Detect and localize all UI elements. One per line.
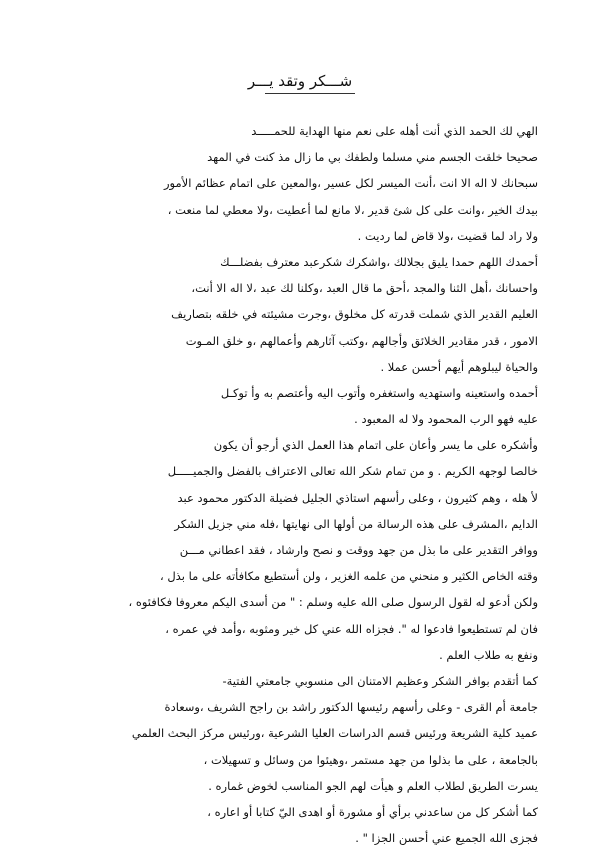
text-line: وأشكره على ما يسر وأعان على اتمام هذا العمل الذي أرجو أن يكون: [213, 438, 538, 453]
text-line: والحياة ليبلوهم أيهم أحسن عملا .: [380, 359, 538, 374]
text-line: أحمدك اللهم حمدا يليق بجلالك ،واشكرك شكرعبد معترف بفضلـــك: [220, 254, 538, 269]
text-line: سبحانك لا اله الا انت ،أنت الميسر لكل عسير ،والمعين على اتمام عظائم الأمور: [163, 176, 538, 191]
text-line: ولكن أدعو له لقول الرسول صلى الله عليه وسلم : " من أسدى اليكم معروفا فكافئوه ،: [128, 595, 538, 610]
text-line: كما أتقدم بوافر الشكر وعظيم الامتنان الى منسوبي جامعتي الفتية-: [222, 673, 538, 688]
text-line: ونفع به طلاب العلم .: [439, 647, 538, 662]
text-line: بيدك الخير ،وانت على كل شئ قدير ،لا مانع لما أعطيت ،ولا معطي لما منعت ،: [167, 202, 538, 217]
text-line: بالجامعة ، على ما بذلوا من جهد مستمر ،وهيئوا من وسائل و تسهيلات ،: [203, 752, 538, 767]
text-line: صحيحا خلقت الجسم مني مسلما ولطفك بي ما زال مذ كنت في المهد: [207, 150, 538, 165]
text-line: كما أشكر كل من ساعدني برأي أو مشورة أو اهدى اليّ كتابا أو اعاره ،: [207, 804, 538, 819]
text-line: ووافر التقدير على ما بذل من جهد ووقت و نصح وارشاد ، فقد اعطاني مـــن: [179, 543, 538, 557]
text-line: العليم القدير الذي شملت قدرته كل مخلوق ،وجرت مشيئته في خلقه بتصاريف: [171, 307, 538, 322]
text-line: لأ هله ، وهم كثيرون ، وعلى رأسهم استاذي الجليل فضيلة الدكتور محمود عبد: [177, 490, 538, 505]
text-line: أحمده واستعينه واستهديه واستغفره وأتوب اليه وأعتصم به وأ توكـل: [220, 385, 538, 400]
page-title: شـــكر وتقد يـــر: [247, 72, 353, 90]
text-line: يسرت الطريق لطلاب العلم و هيأت لهم الجو المناسب لخوض غماره .: [208, 778, 538, 793]
title-underline: [265, 93, 355, 94]
text-line: وقته الخاص الكثير و منحني من علمه الغزير ، ولن أستطيع مكافأته على ما بذل ،: [159, 569, 538, 584]
text-line: ولا راد لما قضيت ،ولا قاض لما رديت .: [357, 228, 538, 243]
text-line: فان لم تستطيعوا فادعوا له ". فجزاه الله عني كل خير ومثوبه ،وأمد في عمره ،: [165, 621, 538, 636]
text-line: واحسانك ،أهل الثنا والمجد ،أحق ما قال العبد ،وكلنا لك عبد ،لا اله الا أنت،: [191, 281, 538, 296]
text-line: الهي لك الحمد الذي أنت أهله على نعم منها الهداية للحمـــــد: [251, 124, 538, 138]
text-line: الدايم ،المشرف على هذه الرسالة من أولها الى نهايتها ،فله مني جزيل الشكر: [174, 516, 538, 531]
text-line: فجزى الله الجميع عني أحسن الجزا " .: [355, 831, 538, 846]
text-line: عميد كلية الشريعة ورئيس قسم الدراسات العليا الشرعية ،ورئيس مركز البحث العلمي: [131, 726, 538, 741]
text-line: الامور ، قدر مقادير الخلائق وأجالهم ،وكتب آثارهم وأعمالهم ،و خلق المـوت: [185, 333, 538, 348]
text-line: جامعة أم القرى - وعلى رأسهم رئيسها الدكتور راشد بن راجح الشريف ،وسعادة: [164, 700, 538, 715]
acknowledgement-body: [62, 118, 538, 851]
text-line: عليه فهو الرب المحمود ولا له المعبود .: [354, 412, 538, 427]
text-line: خالصا لوجهه الكريم . و من تمام شكر الله تعالى الاعتراف بالفضل والجميـــــل: [167, 464, 538, 479]
